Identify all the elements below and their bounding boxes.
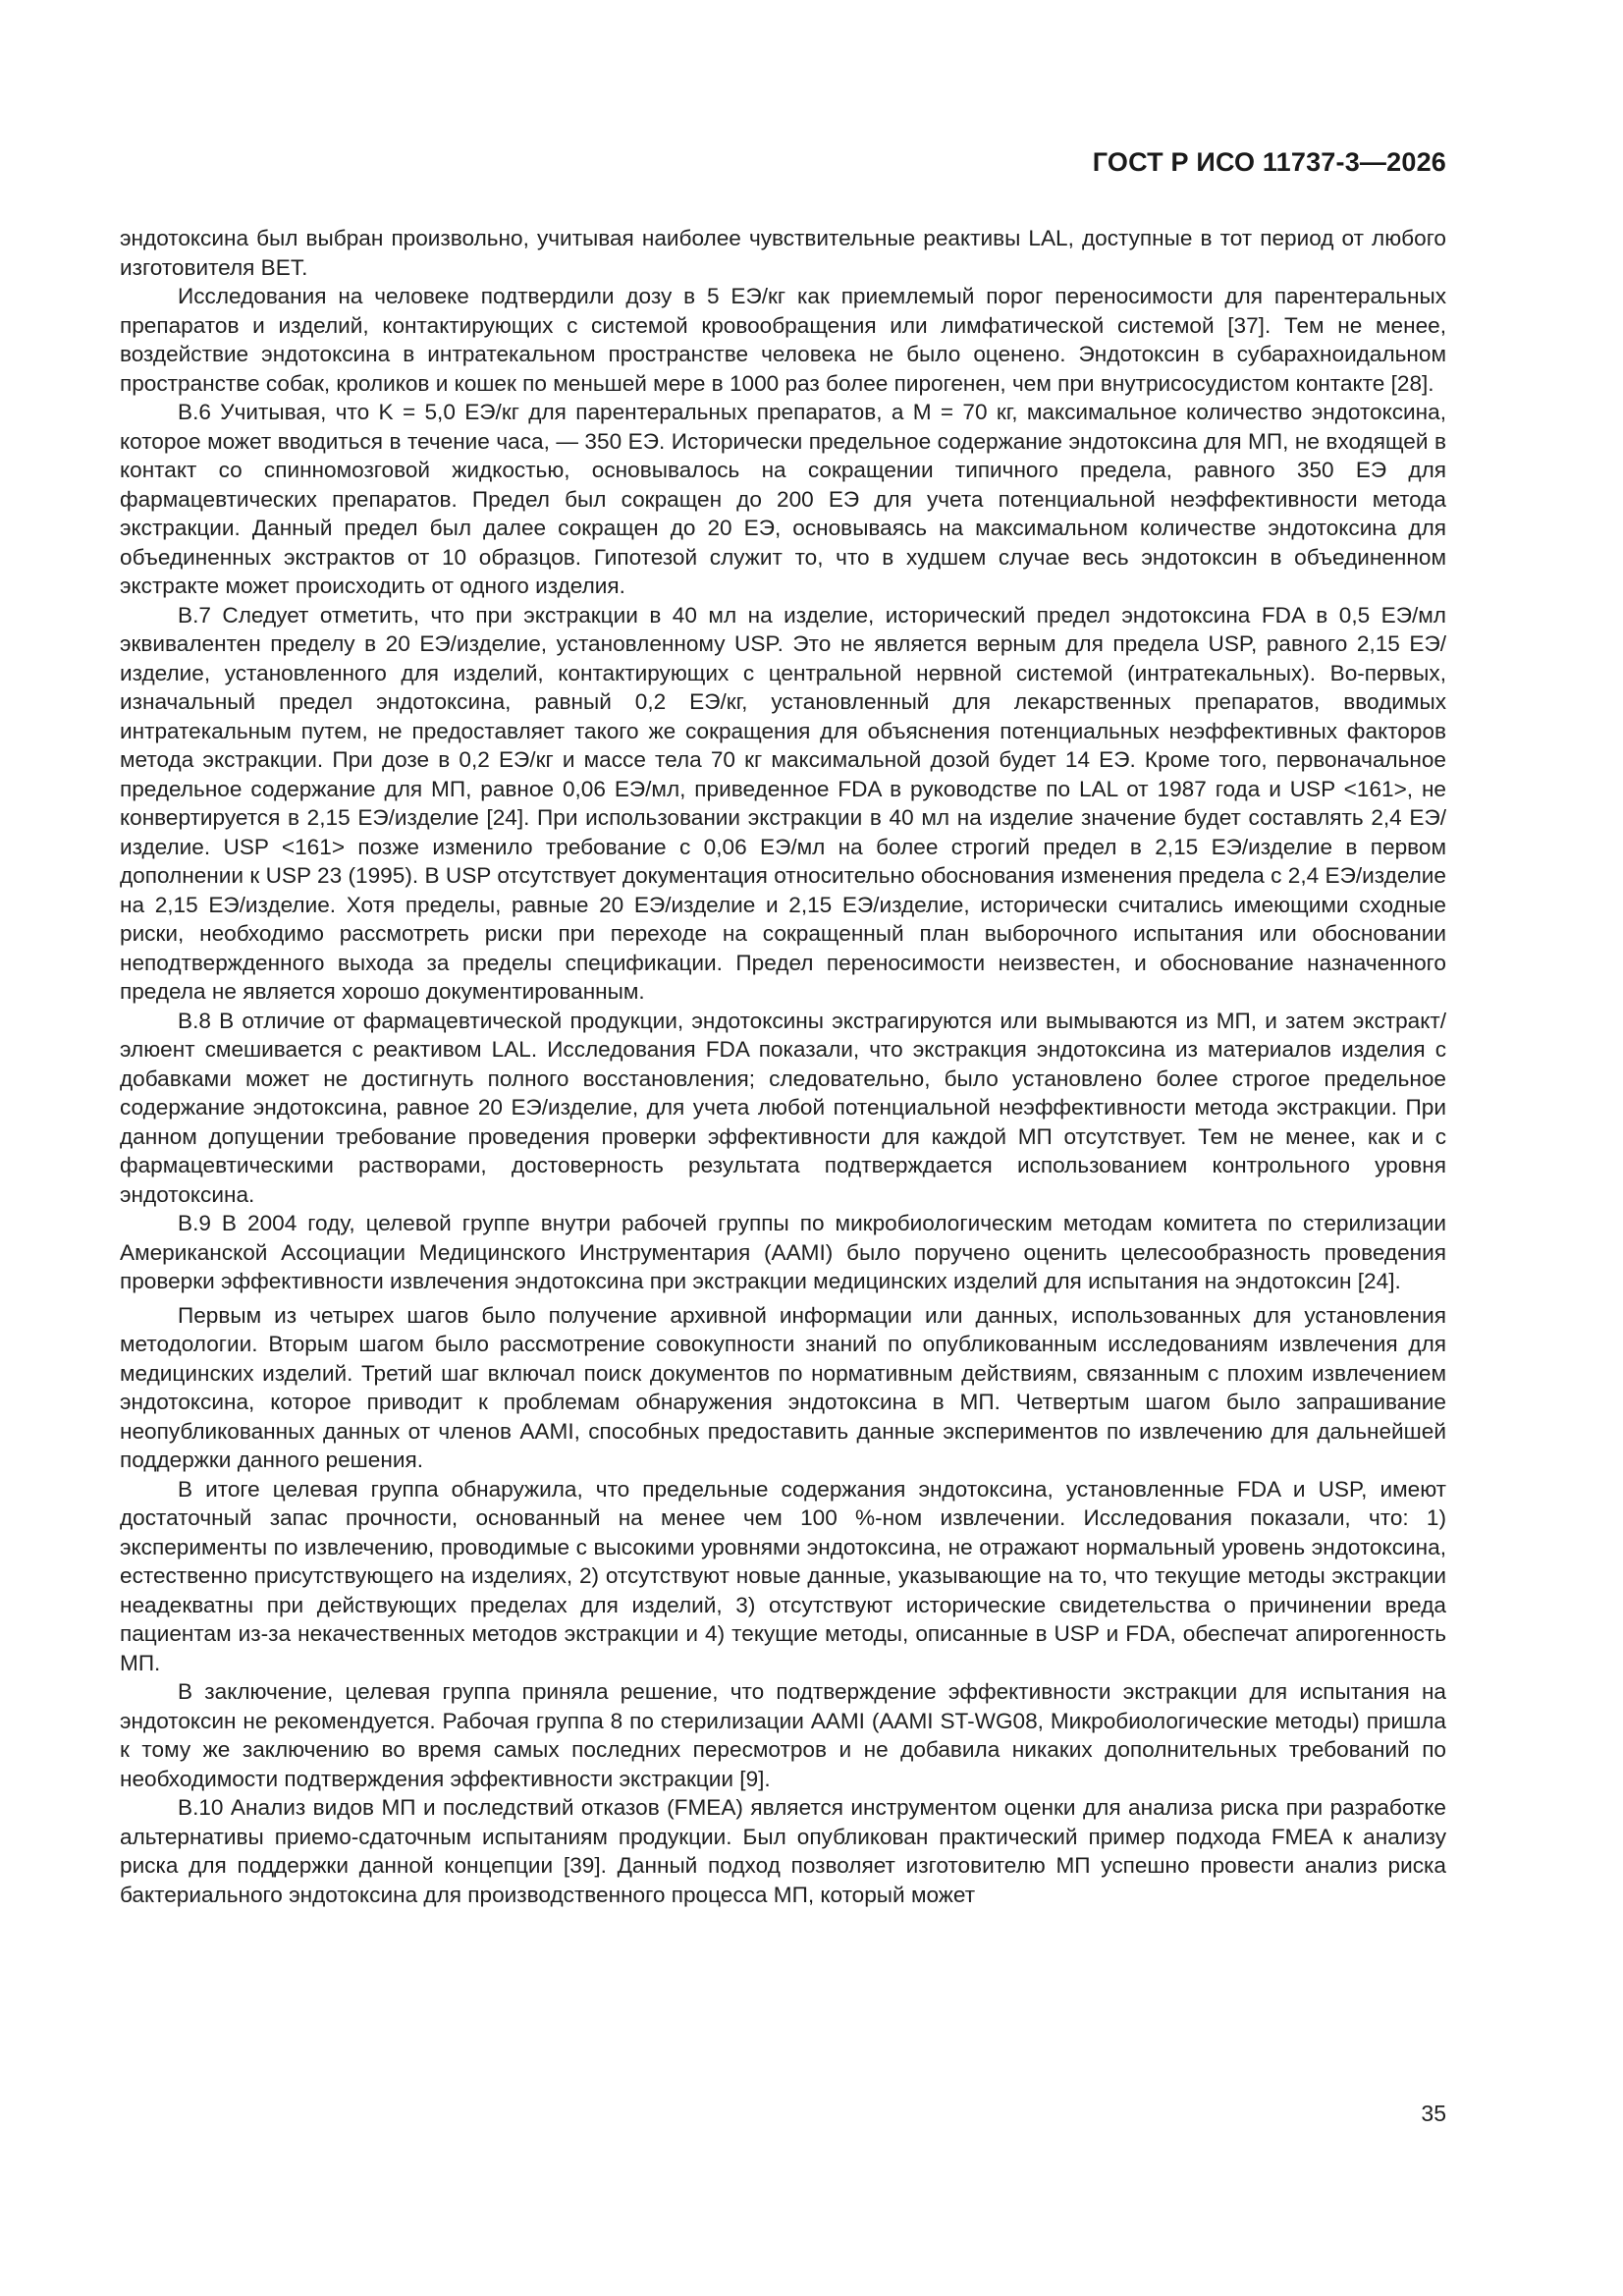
standard-header: ГОСТ Р ИСО 11737-3—2026 xyxy=(1092,147,1446,177)
paragraph-b7: В.7 Следует отметить, что при экстракции в 40 мл на изделие, исторический предел эндотоксина FDA в 0,5 ЕЭ/мл эквивалентен пределу в 20 ЕЭ/изделие, установленному USP. Это не является верным для предела USP, равного 2,15 ЕЭ/изделие, установленного для изделий, контактирующих с центральной нервной системой (интратекальных). Во-первых, изначальный предел эндотоксина, равный 0,2 ЕЭ/кг, установленный для лекарственных препаратов, вводимых интратекальным путем, не предоставляет такого же сокращения для объяснения потенциальных неэффективных факторов метода экстракции. При дозе в 0,2 ЕЭ/кг и массе тела 70 кг максимальной дозой будет 14 ЕЭ. Кроме того, первоначальное предельное содержание для МП, равное 0,06 ЕЭ/мл, приведенное FDA в руководстве по LAL от 1987 года и USP <161>, не конвертируется в 2,15 ЕЭ/изделие [24]. При использовании экстракции в 40 мл на изделие значение будет составлять 2,4 ЕЭ/изделие. USP <161> позже изменило требование с 0,06 ЕЭ/мл на более строгий предел в 2,15 ЕЭ/изделие в первом дополнении к USP 23 (1995). В USP отсутствует документация относительно обоснования изменения предела с 2,4 ЕЭ/изделие на 2,15 ЕЭ/изделие. Хотя пределы, равные 20 ЕЭ/изделие и 2,15 ЕЭ/изделие, исторически считались имеющими сходные риски, необходимо рассмотреть риски при переходе на сокращенный план выборочного испытания или обосновании неподтвержденного выхода за пределы спецификации. Предел переносимости неизвестен, и обоснование назначенного предела не является хорошо документированным. xyxy=(120,602,1446,1004)
paragraph-b9: В.9 В 2004 году, целевой группе внутри рабочей группы по микробиологическим методам комитета по стерилизации Американской Ассоциации Медицинского Инструментария (AAMI) было поручено оценить целесообразность проведения проверки эффективности извлечения эндотоксина при экстракции медицинских изделий для испытания на эндотоксин [24]. xyxy=(120,1211,1446,1293)
paragraph: В заключение, целевая группа приняла решение, что подтверждение эффективности экстракции для испытания на эндотоксин не рекомендуется. Рабочая группа 8 по стерилизации AAMI (AAMI ST-WG08, Микробиологические методы) пришла к тому же заключению во время самых последних пересмотров и не добавила никаких дополнительных требований по необходимости подтверждения эффективности экстракции [9]. xyxy=(120,1679,1446,1791)
paragraph: Исследования на человеке подтвердили дозу в 5 ЕЭ/кг как приемлемый порог переносимости для парентеральных препаратов и изделий, контактирующих с системой кровообращения или лимфатической системой [37]. Тем не менее, воздействие эндотоксина в интратекальном пространстве человека не было оценено. Эндотоксин в субарахноидальном пространстве собак, кроликов и кошек по меньшей мере в 1000 раз более пирогенен, чем при внутрисосудистом контакте [28]. xyxy=(120,284,1446,396)
paragraph: В итоге целевая группа обнаружила, что предельные содержания эндотоксина, установленные FDA и USP, имеют достаточный запас прочности, основанный на менее чем 100 %-ном извлечении. Исследования показали, что: 1) эксперименты по извлечению, проводимые с высокими уровнями эндотоксина, не отражают нормальный уровень эндотоксина, естественно присутствующего на изделиях, 2) отсутствуют новые данные, указывающие на то, что текущие методы экстракции неадекватны при действующих пределах для изделий, 3) отсутствуют исторические свидетельства о причинении вреда пациентам из-за некачественных методов экстракции и 4) текущие методы, описанные в USP и FDA, обеспечат апирогенность МП. xyxy=(120,1476,1446,1675)
page-number: 35 xyxy=(1421,2101,1446,2126)
paragraph-continued: эндотоксина был выбран произвольно, учитывая наиболее чувствительные реактивы LAL, доступные в тот период от любого изготовителя BET. xyxy=(120,226,1446,280)
document-body xyxy=(120,224,1446,1909)
paragraph-b8: В.8 В отличие от фармацевтической продукции, эндотоксины экстрагируются или вымываются из МП, и затем экстракт/элюент смешивается с реактивом LAL. Исследования FDA показали, что экстракция эндотоксина из материалов изделия с добавками может не достигнуть полного восстановления; следовательно, было установлено более строгое предельное содержание эндотоксина, равное 20 ЕЭ/изделие, для учета любой потенциальной неэффективности метода экстракции. При данном допущении требование проведения проверки эффективности для каждой МП отсутствует. Тем не менее, как и с фармацевтическими растворами, достоверность результата подтверждается использованием контрольного уровня эндотоксина. xyxy=(120,1008,1446,1207)
paragraph-b6: В.6 Учитывая, что K = 5,0 ЕЭ/кг для парентеральных препаратов, а M = 70 кг, максимальное количество эндотоксина, которое может вводиться в течение часа, — 350 ЕЭ. Исторически предельное содержание эндотоксина для МП, не входящей в контакт со спинномозговой жидкостью, основывалось на сокращении типичного предела, равного 350 ЕЭ для фармацевтических препаратов. Предел был сокращен до 200 ЕЭ для учета потенциальной неэффективности метода экстракции. Данный предел был далее сокращен до 20 ЕЭ, основываясь на максимальном количестве эндотоксина для объединенных экстрактов от 10 образцов. Гипотезой служит то, что в худшем случае весь эндотоксин в объединенном экстракте может происходить от одного изделия. xyxy=(120,400,1446,598)
paragraph: Первым из четырех шагов было получение архивной информации или данных, использованных для установления методологии. Вторым шагом было рассмотрение совокупности знаний по опубликованным исследованиям извлечения для медицинских изделий. Третий шаг включал поиск документов по нормативным действиям, связанным с плохим извлечением эндотоксина, которое приводит к проблемам обнаружения эндотоксина в МП. Четвертым шагом было запрашивание неопубликованных данных от членов AAMI, способных предоставить данные экспериментов по извлечению для дальнейшей поддержки данного решения. xyxy=(120,1302,1446,1472)
paragraph-b10: В.10 Анализ видов МП и последствий отказов (FMEA) является инструментом оценки для анализа риска при разработке альтернативы приемо-сдаточным испытаниям продукции. Был опубликован практический пример подхода FMEA к анализу риска для поддержки данной концепции [39]. Данный подход позволяет изготовителю МП успешно провести анализ риска бактериального эндотоксина для производственного процесса МП, который может xyxy=(120,1795,1446,1907)
